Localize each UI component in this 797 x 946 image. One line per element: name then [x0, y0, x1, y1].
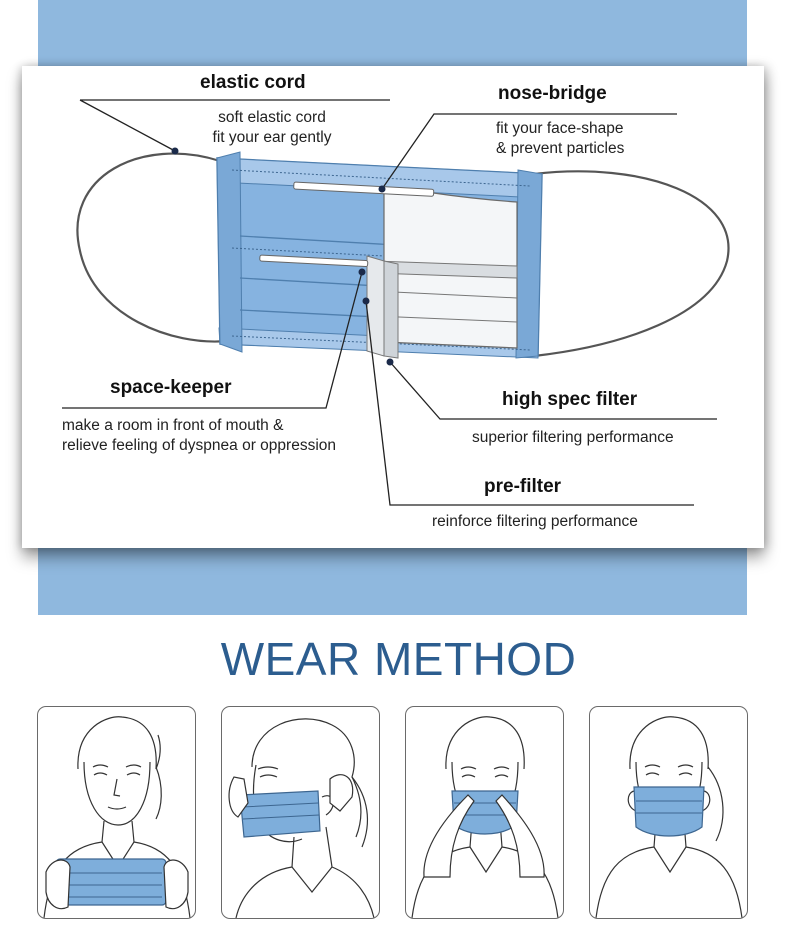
eyebrows — [461, 767, 509, 769]
step-2-illustration — [222, 707, 379, 918]
ear-strands — [156, 767, 161, 819]
elastic-cord-description — [202, 108, 342, 148]
wear-method-title: WEAR METHOD — [220, 633, 577, 685]
nose-bridge-title: nose-bridge — [498, 83, 607, 104]
mask-diagram — [22, 66, 764, 548]
pre-filter-description: reinforce filtering performance — [432, 513, 638, 530]
step-1-illustration — [38, 707, 195, 918]
right-ear-loop — [534, 171, 728, 356]
left-ear-loop — [77, 154, 227, 342]
mask-left-band — [217, 152, 242, 352]
cutaway-layer-edge — [367, 256, 384, 356]
high-spec-filter-description: superior filtering performance — [472, 429, 674, 446]
nose — [114, 779, 120, 796]
mouth — [108, 807, 126, 809]
left-hand — [46, 860, 70, 909]
right-hand — [330, 775, 353, 811]
wear-step-4 — [589, 706, 748, 919]
space-keeper-line1: make a room in front of mouth & — [62, 417, 284, 434]
top-blue-band — [38, 0, 747, 66]
cutaway-layer-edge — [384, 261, 398, 358]
mask — [240, 791, 320, 837]
pre-filter-title: pre-filter — [484, 476, 562, 497]
eyebrow — [258, 767, 278, 769]
wear-step-1 — [37, 706, 196, 919]
high-spec-filter-title: high spec filter — [502, 389, 638, 410]
hair — [446, 717, 524, 769]
eyes — [646, 773, 692, 775]
space-keeper-line2: relieve feeling of dyspnea or oppression — [62, 437, 337, 454]
eyes — [94, 773, 140, 775]
shoulders — [236, 867, 374, 918]
elastic-cord-line2: fit your ear gently — [212, 129, 332, 146]
high-spec-filter-dot — [387, 359, 394, 366]
space-keeper-title: space-keeper — [110, 377, 232, 398]
step-3-illustration — [406, 707, 563, 918]
right-hand — [496, 795, 544, 877]
hair — [78, 717, 160, 769]
left-hand — [424, 795, 474, 877]
collar — [654, 847, 686, 872]
nose-bridge-dot — [379, 186, 386, 193]
nose-bridge-description — [496, 119, 624, 159]
collar — [292, 867, 332, 892]
elastic-cord-line1: soft elastic cord — [218, 109, 326, 126]
ponytail — [352, 777, 367, 847]
shoulders — [596, 847, 742, 918]
step-4-illustration — [590, 707, 747, 918]
right-hand — [164, 860, 188, 909]
bottom-blue-band — [38, 545, 747, 615]
wear-step-2 — [221, 706, 380, 919]
eyebrows — [93, 765, 141, 767]
face-outline — [84, 762, 150, 825]
ponytail — [708, 767, 723, 841]
eyebrows — [645, 765, 693, 767]
elastic-cord-dot — [172, 148, 179, 155]
mask-right-band — [516, 170, 542, 358]
eyes — [462, 775, 508, 777]
mask — [634, 787, 704, 836]
pre-filter-dot — [363, 298, 370, 305]
space-keeper-dot — [359, 269, 366, 276]
space-keeper-description — [62, 416, 336, 456]
mask — [56, 859, 166, 905]
eye — [260, 775, 277, 777]
neck — [102, 821, 134, 842]
elastic-cord-title: elastic cord — [200, 72, 306, 93]
collar — [470, 847, 502, 872]
hair — [630, 717, 708, 769]
mask-diagram-card — [22, 66, 764, 548]
nose-bridge-line1: fit your face-shape — [496, 120, 624, 137]
wear-step-3 — [405, 706, 564, 919]
nose-bridge-line2: & prevent particles — [496, 140, 625, 157]
